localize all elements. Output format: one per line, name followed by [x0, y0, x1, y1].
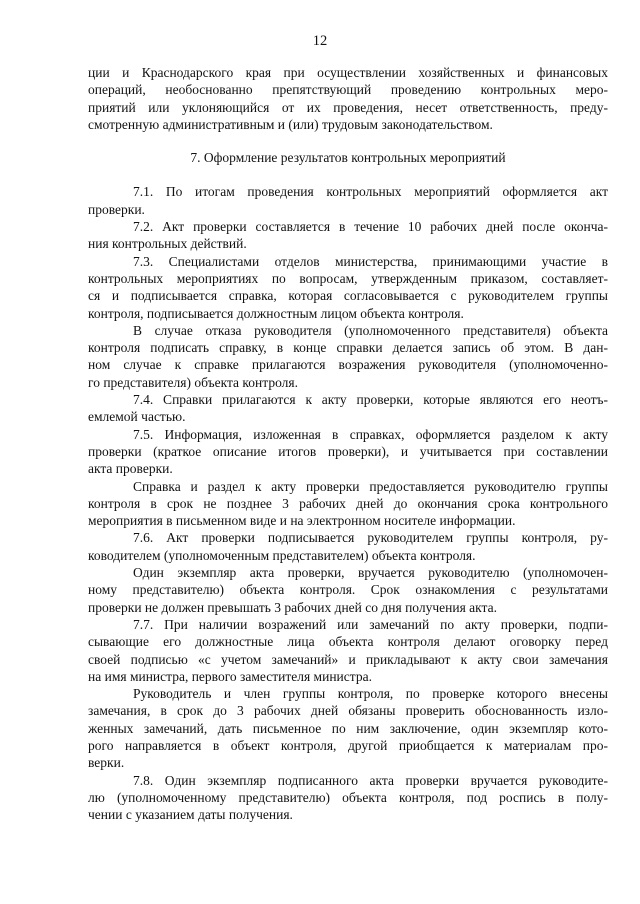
paragraph [88, 616, 608, 685]
paragraph [88, 685, 608, 771]
text-line: акта проверки. [88, 461, 173, 477]
text-line: мероприятия в письменном виде и на электронном носителе информации. [88, 513, 516, 529]
text-line: проверки. [88, 201, 145, 217]
text-line: емлемой частью. [88, 409, 186, 425]
text-line: го представителя) объекта контроля. [88, 374, 298, 390]
text-line: 7.3. Специалистами отделов министерства, принимающими участие в [133, 253, 608, 269]
paragraph [88, 564, 608, 616]
text-line: ния контрольных действий. [88, 236, 247, 252]
text-line: ководителем (уполномоченным представителем) объекта контроля. [88, 547, 476, 563]
text-line: контрольных мероприятиях по вопросам, утвержденным приказом, составляет- [88, 270, 608, 286]
text-line: ном случае к справке прилагаются возражения руководителя (уполномоченно- [88, 357, 608, 373]
text-line: 7.8. Один экземпляр подписанного акта проверки вручается руководите- [133, 772, 608, 788]
text-line: верки. [88, 755, 125, 771]
paragraph [88, 322, 608, 391]
paragraph [88, 183, 608, 218]
text-line: Справка и раздел к акту проверки предоставляется руководителю группы [133, 478, 608, 494]
text-line: контроля подписать справку, в конце справки делается запись об этом. В дан- [88, 340, 608, 356]
text-line: 7.7. При наличии возражений или замечаний по акту проверки, подпи- [133, 616, 608, 632]
text-line: ции и Краснодарского края при осуществлении хозяйственных и финансовых [88, 65, 608, 80]
text-line: 7.4. Справки прилагаются к акту проверки, которые являются его неотъ- [133, 392, 608, 408]
paragraph [88, 253, 608, 322]
section-heading: 7. Оформление результатов контрольных мероприятий [190, 150, 506, 166]
intro-paragraph [88, 64, 608, 133]
paragraph [88, 426, 608, 478]
text-line: В случае отказа руководителя (уполномоченного представителя) объекта [133, 322, 608, 338]
text-line: 7.5. Информация, изложенная в справках, оформляется разделом к акту [133, 426, 608, 442]
text-line: контроля, подписывается должностным лицом объекта контроля. [88, 305, 464, 321]
paragraph [88, 478, 608, 530]
paragraph [88, 529, 608, 564]
page-number: 12 [312, 33, 328, 49]
text-line: 7.2. Акт проверки составляется в течение 10 рабочих дней после оконча- [133, 219, 608, 235]
text-line: рого направляется в объект контроля, другой приобщается к материалам про- [88, 737, 608, 753]
text-line: контроля в срок не позднее 3 рабочих дней до окончания срока контрольного [88, 495, 608, 511]
text-line: лю (уполномоченному представителю) объекта контроля, под роспись в полу- [88, 789, 608, 805]
text-line: 7.1. По итогам проведения контрольных мероприятий оформляется акт [133, 184, 608, 200]
text-line: Один экземпляр акта проверки, вручается руководителю (уполномочен- [133, 565, 608, 581]
text-line: приятий или уклоняющийся от их проведения, несет ответственность, преду- [88, 99, 608, 115]
text-line: смотренную административным и (или) трудовым законодательством. [88, 116, 493, 132]
text-line: чении с указанием даты получения. [88, 807, 293, 823]
text-line: ному представителю) объекта контроля. Срок ознакомления с результатами [88, 582, 608, 598]
paragraph-list [88, 183, 608, 823]
paragraph [88, 218, 608, 253]
text-line: проверки (краткое описание итогов проверки), и учитывается при составлении [88, 443, 608, 459]
text-line: проверки не должен превышать 3 рабочих дней со дня получения акта. [88, 599, 497, 615]
text-line: ся и подписывается справка, которая согласовывается с руководителем группы [88, 288, 608, 304]
paragraph [88, 772, 608, 824]
paragraph [88, 391, 608, 426]
text-line: на имя министра, первого заместителя министра. [88, 668, 372, 684]
text-line: женных замечаний, дать письменное по ним заключение, один экземпляр кото- [88, 720, 608, 736]
text-line: сывающие его должностные лица объекта контроля делают оговорку перед [88, 634, 608, 650]
text-line: Руководитель и член группы контроля, по проверке которого внесены [133, 686, 608, 702]
text-line: своей подписью «с учетом замечаний» и прикладывают к акту свои замечания [88, 651, 608, 667]
text-line: операций, необоснованно препятствующий проведению контрольных меро- [88, 82, 608, 98]
document-body [88, 64, 608, 823]
text-line: 7.6. Акт проверки подписывается руководителем группы контроля, ру- [133, 530, 608, 546]
text-line: замечания, в срок до 3 рабочих дней обязаны проверить обоснованность изло- [88, 703, 608, 719]
